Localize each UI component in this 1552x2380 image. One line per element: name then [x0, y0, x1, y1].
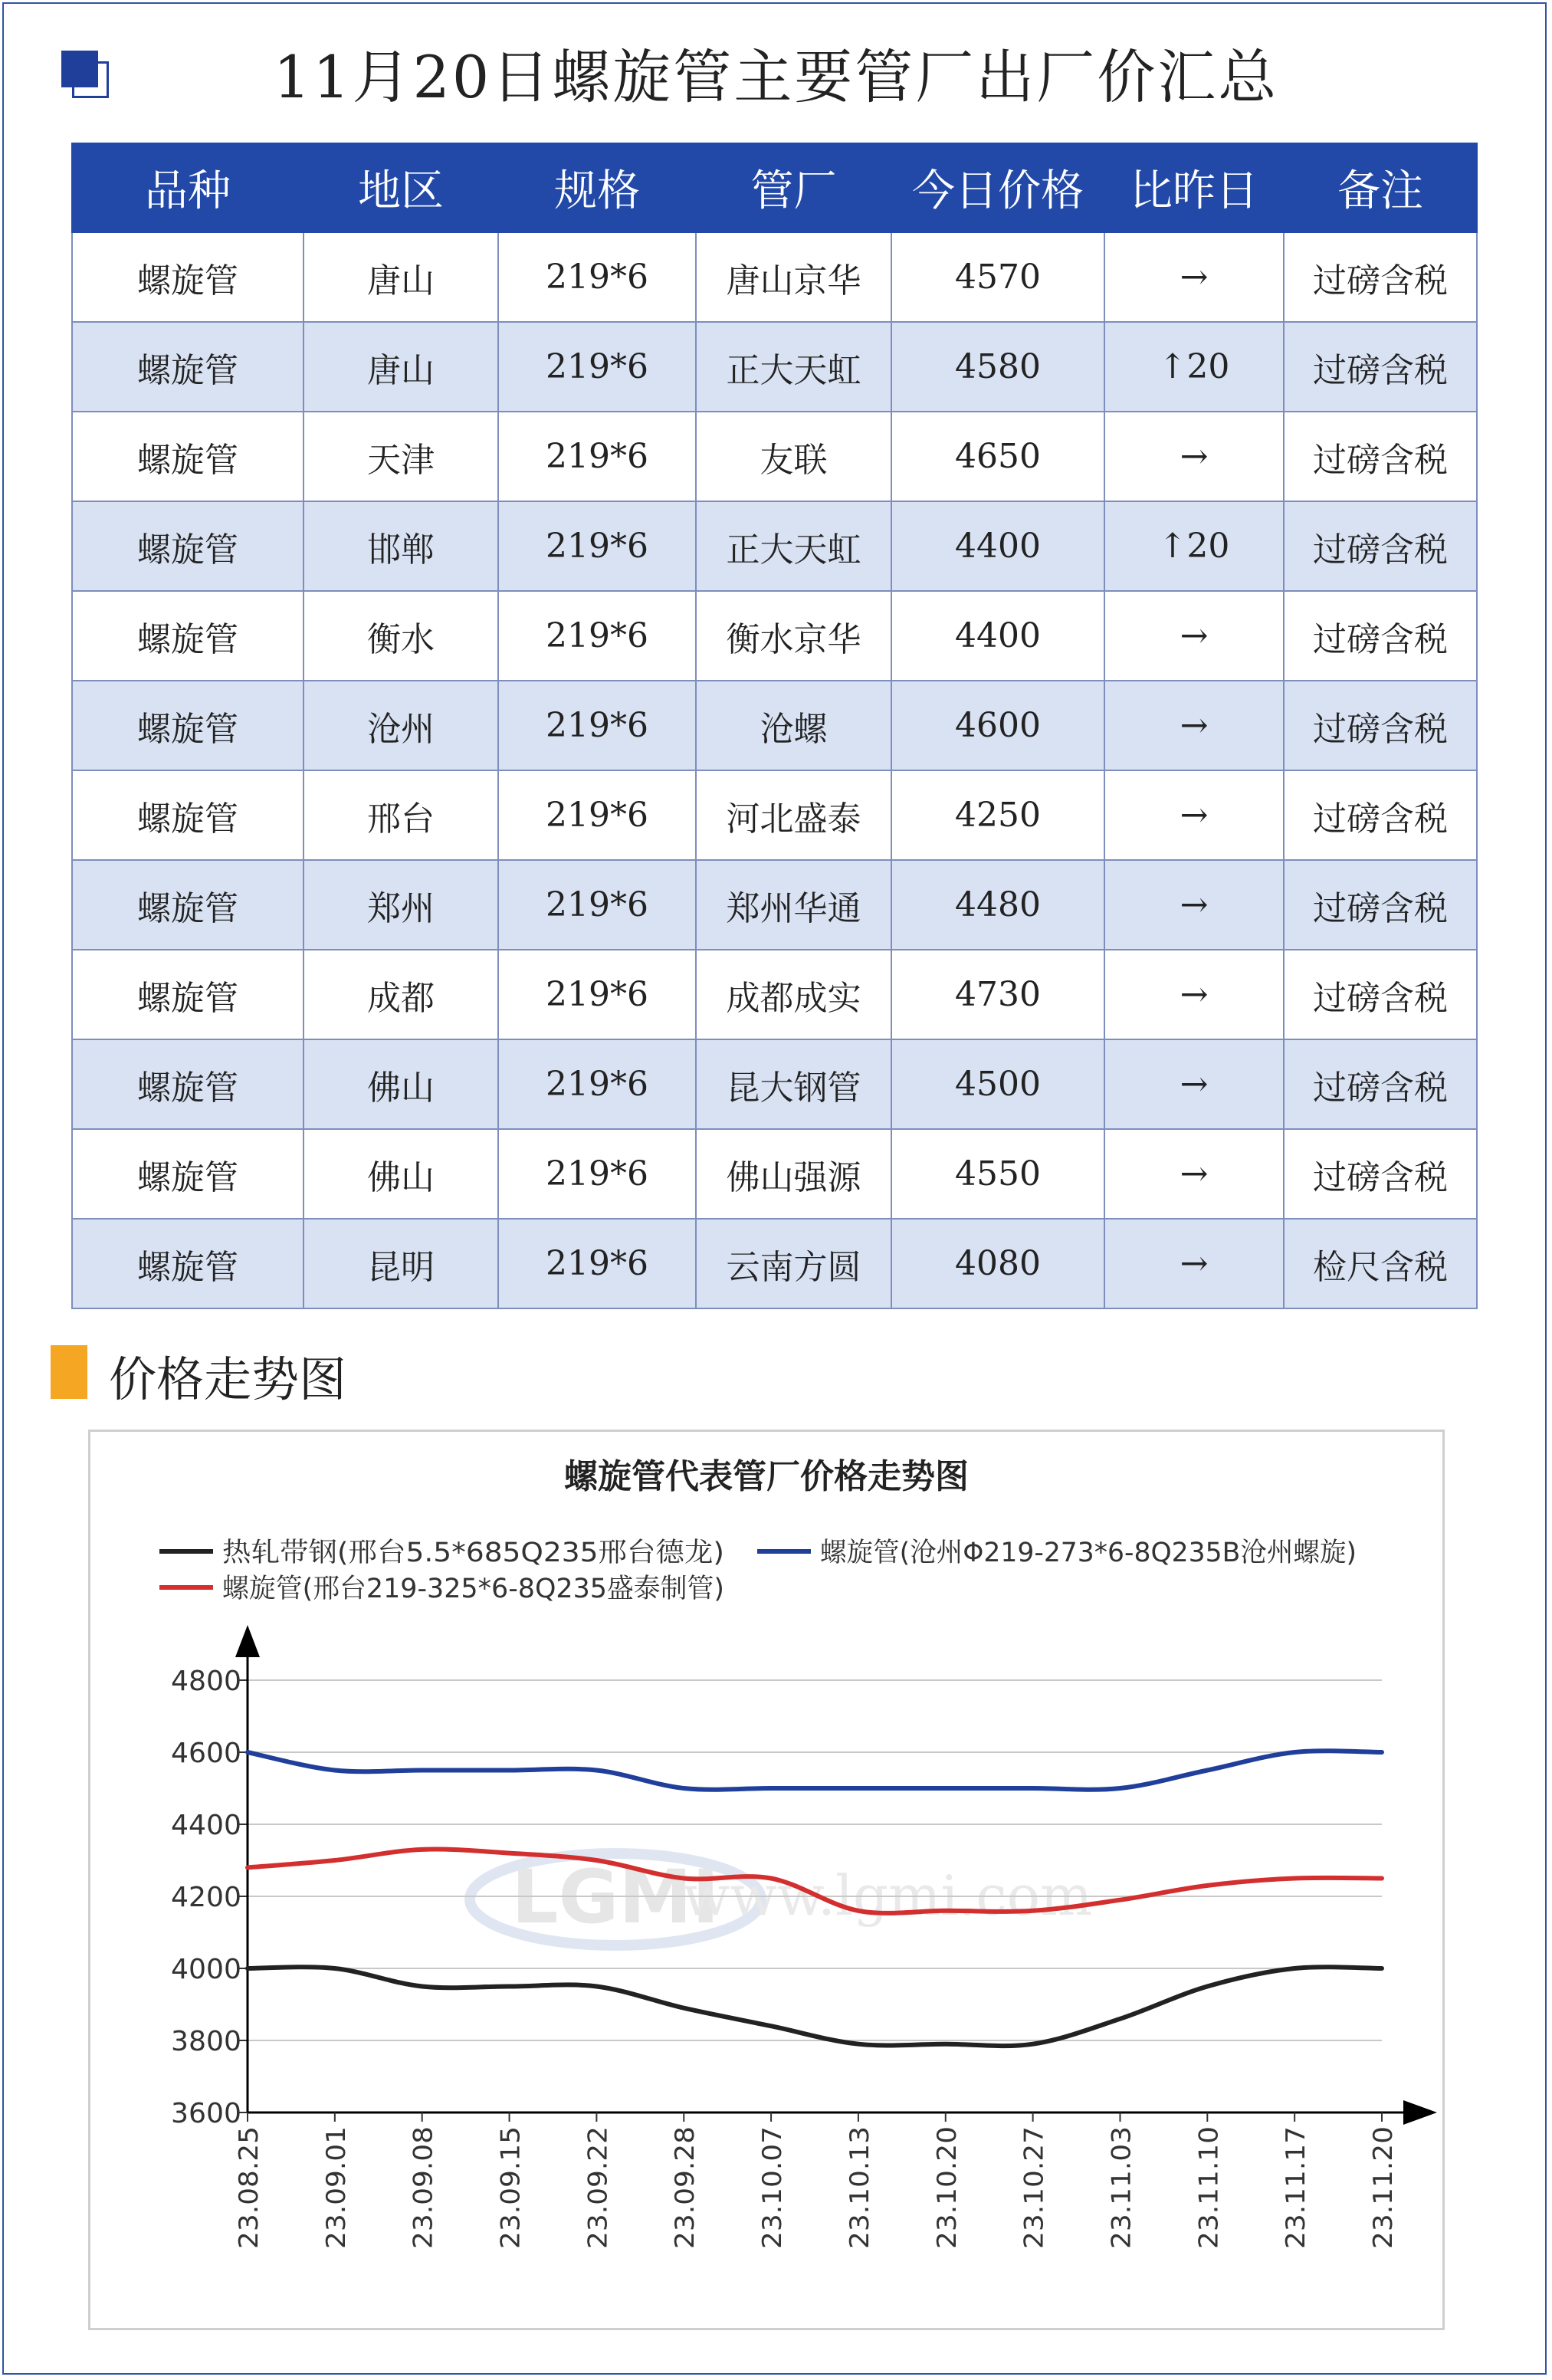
table-cell: 4500	[891, 1039, 1104, 1129]
table-cell: 螺旋管	[72, 412, 304, 501]
table-cell: 219*6	[498, 770, 696, 860]
table-cell: 4570	[891, 232, 1104, 322]
x-tick-label: 23.10.20	[931, 2132, 963, 2249]
table-cell: 219*6	[498, 681, 696, 770]
table-row	[72, 1039, 1477, 1129]
table-row	[72, 770, 1477, 860]
table-cell: 螺旋管	[72, 770, 304, 860]
watermark-url: www.lgmi.com	[682, 1863, 1093, 1928]
x-tick-label: 23.11.03	[1106, 2132, 1137, 2249]
table-cell: →	[1104, 1039, 1284, 1129]
table-cell: →	[1104, 1219, 1284, 1308]
table-cell: 检尺含税	[1284, 1219, 1477, 1308]
legend-label: 螺旋管(邢台219-325*6-8Q235盛泰制管)	[222, 1574, 724, 1604]
table-cell: 过磅含税	[1284, 412, 1477, 501]
table-cell: 成都成实	[696, 950, 891, 1039]
table-cell: 螺旋管	[72, 322, 304, 412]
table-cell: 螺旋管	[72, 950, 304, 1039]
y-tick-label: 4000	[171, 1954, 241, 1985]
table-cell: 成都	[304, 950, 498, 1039]
table-cell: 螺旋管	[72, 681, 304, 770]
table-cell: →	[1104, 950, 1284, 1039]
table-cell: 螺旋管	[72, 1039, 304, 1129]
x-tick-label: 23.11.17	[1281, 2132, 1312, 2249]
table-cell: 4250	[891, 770, 1104, 860]
table-cell: 219*6	[498, 322, 696, 412]
table-cell: 螺旋管	[72, 1129, 304, 1219]
table-cell: →	[1104, 770, 1284, 860]
table-cell: 4080	[891, 1219, 1104, 1308]
x-tick-label: 23.10.13	[844, 2132, 875, 2249]
column-header: 地区	[304, 143, 498, 232]
y-axis-arrow	[235, 1625, 260, 1657]
table-cell: 过磅含税	[1284, 950, 1477, 1039]
y-tick-label: 4600	[171, 1738, 241, 1769]
x-tick-label: 23.11.20	[1368, 2132, 1399, 2249]
watermark-logo: LGMI	[511, 1854, 720, 1940]
table-cell: 4480	[891, 860, 1104, 950]
line-chart	[90, 1432, 1442, 2328]
y-tick-label: 4800	[171, 1666, 241, 1697]
price-table	[71, 143, 1478, 1309]
table-cell: 昆明	[304, 1219, 498, 1308]
chart-panel	[88, 1430, 1445, 2330]
column-header: 品种	[72, 143, 304, 232]
table-row	[72, 501, 1477, 591]
table-cell: 唐山	[304, 232, 498, 322]
table-cell: 天津	[304, 412, 498, 501]
table-cell: 219*6	[498, 1039, 696, 1129]
table-cell: 衡水京华	[696, 591, 891, 681]
column-header: 比昨日	[1104, 143, 1284, 232]
column-header: 管厂	[696, 143, 891, 232]
table-cell: 4550	[891, 1129, 1104, 1219]
table-cell: 4650	[891, 412, 1104, 501]
table-row	[72, 1129, 1477, 1219]
table-cell: →	[1104, 412, 1284, 501]
x-tick-label: 23.09.01	[320, 2132, 352, 2249]
legend-label: 热轧带钢(邢台5.5*685Q235邢台德龙)	[222, 1538, 724, 1568]
table-cell: 正大天虹	[696, 501, 891, 591]
table-cell: 过磅含税	[1284, 591, 1477, 681]
column-header: 规格	[498, 143, 696, 232]
table-cell: 4580	[891, 322, 1104, 412]
table-cell: 郑州华通	[696, 860, 891, 950]
legend-label: 螺旋管(沧州Φ219-273*6-8Q235B沧州螺旋)	[820, 1538, 1357, 1568]
table-cell: 过磅含税	[1284, 1039, 1477, 1129]
table-row	[72, 950, 1477, 1039]
table-row	[72, 591, 1477, 681]
table-cell: 河北盛泰	[696, 770, 891, 860]
table-cell: 4400	[891, 591, 1104, 681]
table-cell: 219*6	[498, 1219, 696, 1308]
table-cell: 螺旋管	[72, 860, 304, 950]
table-cell: 螺旋管	[72, 232, 304, 322]
table-cell: 219*6	[498, 591, 696, 681]
y-tick-label: 3600	[171, 2098, 241, 2129]
chart-title: 螺旋管代表管厂价格走势图	[564, 1457, 969, 1496]
table-cell: 邢台	[304, 770, 498, 860]
x-tick-label: 23.09.28	[670, 2132, 701, 2249]
table-row	[72, 860, 1477, 950]
table-row	[72, 412, 1477, 501]
table-cell: 过磅含税	[1284, 770, 1477, 860]
column-header: 备注	[1284, 143, 1477, 232]
series-line-1	[248, 1967, 1382, 2046]
table-cell: 4400	[891, 501, 1104, 591]
page-title: 11月20日螺旋管主要管厂出厂价汇总	[273, 43, 1279, 111]
column-header: 今日价格	[891, 143, 1104, 232]
table-row	[72, 322, 1477, 412]
table-cell: 佛山强源	[696, 1129, 891, 1219]
table-cell: 昆大钢管	[696, 1039, 891, 1129]
y-tick-label: 4400	[171, 1810, 241, 1841]
section-title: 价格走势图	[109, 1351, 347, 1407]
table-cell: 过磅含税	[1284, 232, 1477, 322]
table-cell: 云南方圆	[696, 1219, 891, 1308]
y-tick-label: 4200	[171, 1882, 241, 1913]
table-cell: →	[1104, 232, 1284, 322]
table-cell: 过磅含税	[1284, 1129, 1477, 1219]
table-cell: 沧螺	[696, 681, 891, 770]
table-row	[72, 681, 1477, 770]
table-cell: 衡水	[304, 591, 498, 681]
x-tick-label: 23.08.25	[234, 2132, 264, 2249]
table-cell: →	[1104, 860, 1284, 950]
table-header-row	[72, 143, 1477, 232]
table-cell: 219*6	[498, 860, 696, 950]
table-cell: 过磅含税	[1284, 860, 1477, 950]
x-tick-label: 23.09.22	[582, 2132, 614, 2249]
table-cell: 螺旋管	[72, 1219, 304, 1308]
table-cell: →	[1104, 1129, 1284, 1219]
table-cell: 螺旋管	[72, 591, 304, 681]
table-cell: 友联	[696, 412, 891, 501]
table-cell: →	[1104, 591, 1284, 681]
table-cell: 佛山	[304, 1129, 498, 1219]
table-cell: 郑州	[304, 860, 498, 950]
x-tick-label: 23.09.08	[408, 2132, 439, 2249]
table-cell: 219*6	[498, 412, 696, 501]
table-cell: 正大天虹	[696, 322, 891, 412]
table-cell: 219*6	[498, 501, 696, 591]
table-cell: 唐山京华	[696, 232, 891, 322]
table-cell: 过磅含税	[1284, 322, 1477, 412]
x-tick-label: 23.09.15	[495, 2132, 527, 2249]
table-cell: 螺旋管	[72, 501, 304, 591]
table-cell: 4600	[891, 681, 1104, 770]
table-cell: 佛山	[304, 1039, 498, 1129]
y-tick-label: 3800	[171, 2026, 241, 2057]
table-cell: 邯郸	[304, 501, 498, 591]
table-cell: ↑20	[1104, 501, 1284, 591]
x-tick-label: 23.10.07	[757, 2132, 789, 2249]
section-marker	[51, 1345, 87, 1399]
table-row	[72, 1219, 1477, 1308]
table-cell: 219*6	[498, 950, 696, 1039]
x-tick-label: 23.10.27	[1019, 2132, 1050, 2249]
x-axis-arrow	[1403, 2100, 1437, 2125]
series-line-2	[248, 1751, 1382, 1789]
table-row	[72, 232, 1477, 322]
table-cell: 219*6	[498, 232, 696, 322]
table-cell: 4730	[891, 950, 1104, 1039]
table-cell: 过磅含税	[1284, 681, 1477, 770]
table-cell: →	[1104, 681, 1284, 770]
table-cell: 唐山	[304, 322, 498, 412]
table-cell: 219*6	[498, 1129, 696, 1219]
table-body	[72, 232, 1477, 1308]
x-tick-label: 23.11.10	[1193, 2132, 1225, 2249]
table-cell: ↑20	[1104, 322, 1284, 412]
table-cell: 沧州	[304, 681, 498, 770]
table-cell: 过磅含税	[1284, 501, 1477, 591]
